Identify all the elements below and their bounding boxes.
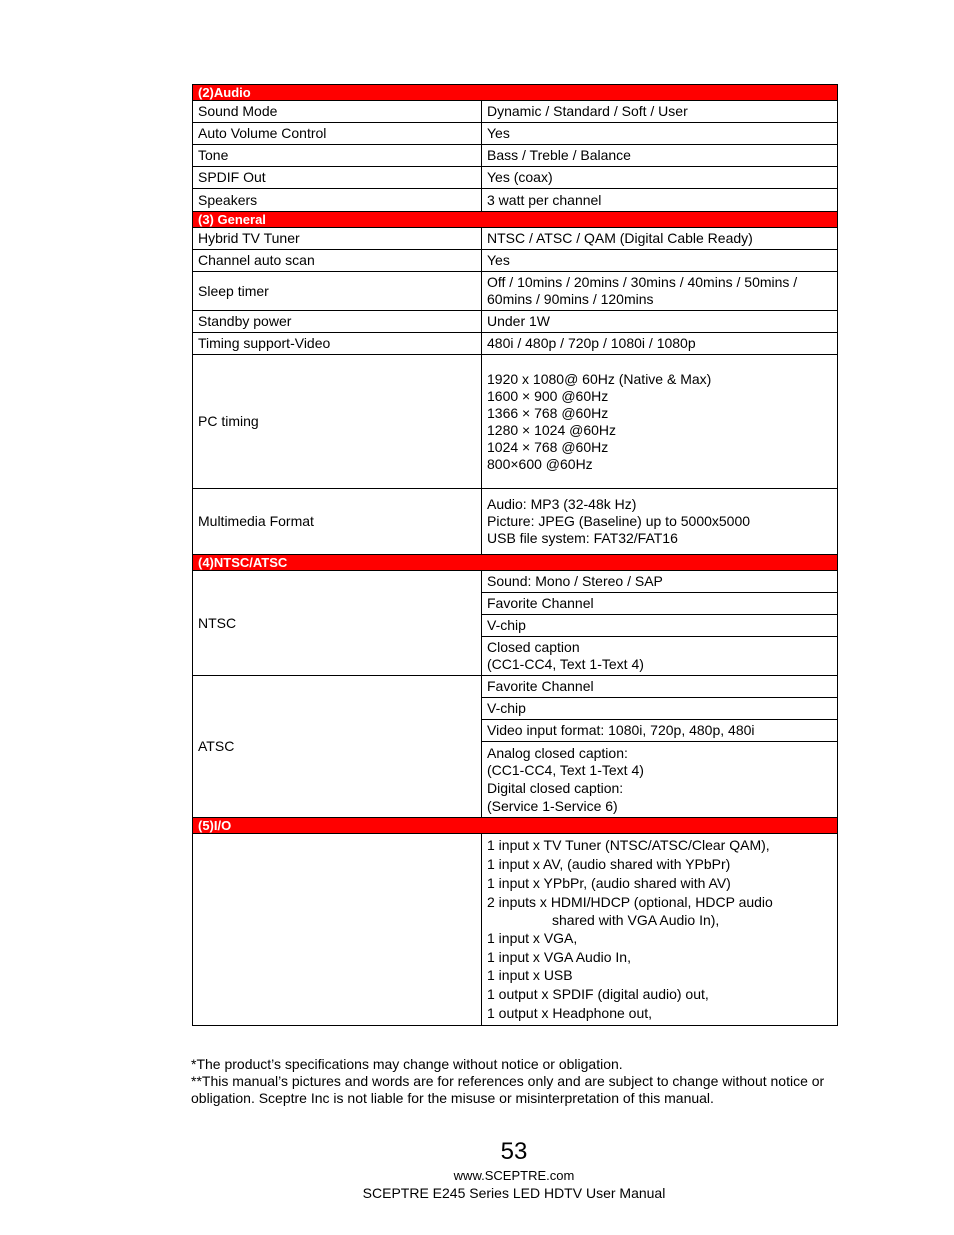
value-line: 1 input x YPbPr, (audio shared with AV): [487, 874, 731, 891]
spec-value: Bass / Treble / Balance: [482, 145, 838, 167]
table-row: [193, 489, 838, 555]
spec-label-ntsc: NTSC: [193, 571, 482, 676]
value-line: 1 output x SPDIF (digital audio) out,: [487, 986, 709, 1003]
value-line: Closed caption: [487, 639, 580, 655]
table-row: [193, 167, 838, 189]
disclaimer-notes: [191, 1056, 841, 1107]
spec-label: Auto Volume Control: [193, 123, 482, 145]
spec-value: Yes (coax): [482, 167, 838, 189]
table-row: [193, 355, 838, 489]
table-row: [193, 676, 838, 698]
table-row: [193, 311, 838, 333]
value-line: 1 input x TV Tuner (NTSC/ATSC/Clear QAM),: [487, 837, 770, 853]
spec-label: Sleep timer: [193, 272, 482, 311]
spec-label: PC timing: [193, 355, 482, 489]
value-line: Audio: MP3 (32-48k Hz): [487, 496, 637, 512]
table-row: [193, 272, 838, 311]
value-line: shared with VGA Audio In),: [552, 911, 720, 928]
spec-label: Timing support-Video: [193, 333, 482, 355]
table-row: [193, 834, 838, 1026]
footer-url: www.SCEPTRE.com: [453, 1168, 575, 1183]
spec-label: SPDIF Out: [193, 167, 482, 189]
value-line: 60mins / 90mins / 120mins: [487, 291, 654, 307]
spec-value: V-chip: [482, 615, 838, 637]
spec-label-atsc: ATSC: [193, 676, 482, 818]
value-line: 1 input x USB: [487, 967, 573, 984]
spec-value: V-chip: [482, 698, 838, 720]
disclaimer-note: *The product’s specifications may change without notice or obligation.: [191, 1056, 623, 1072]
section-header-io: (5)I/O: [193, 818, 838, 834]
value-line: 1600 × 900 @60Hz: [487, 387, 609, 404]
value-line: USB file system: FAT32/FAT16: [487, 530, 678, 546]
spec-value: Under 1W: [482, 311, 838, 333]
spec-value: [482, 272, 838, 311]
value-line: 1024 × 768 @60Hz: [487, 438, 609, 455]
footer-title: SCEPTRE E245 Series LED HDTV User Manual: [362, 1185, 666, 1201]
spec-value: [482, 742, 838, 818]
table-row: [193, 123, 838, 145]
disclaimer-note: **This manual’s pictures and words are for references only and are subject to change without notice or obligation. Sceptre Inc is not liable for the misuse or misinterpretation of this manual.: [191, 1073, 825, 1106]
spec-value: Yes: [482, 250, 838, 272]
spec-value: [482, 637, 838, 676]
value-line: 1 input x AV, (audio shared with YPbPr): [487, 855, 731, 872]
spec-value: Video input format: 1080i, 720p, 480p, 480i: [482, 720, 838, 742]
spec-value: Yes: [482, 123, 838, 145]
spec-value: Favorite Channel: [482, 676, 838, 698]
spec-value: [482, 489, 838, 555]
spec-value: [482, 834, 838, 1026]
section-header-ntsc-atsc: (4)NTSC/ATSC: [193, 555, 838, 571]
table-row: [193, 228, 838, 250]
spec-label-empty: [193, 834, 482, 1026]
section-header-general: (3) General: [193, 212, 838, 228]
spec-value: NTSC / ATSC / QAM (Digital Cable Ready): [482, 228, 838, 250]
spec-value: 480i / 480p / 720p / 1080i / 1080p: [482, 333, 838, 355]
value-line: Digital closed caption:: [487, 779, 624, 796]
table-row: [193, 101, 838, 123]
value-line: Off / 10mins / 20mins / 30mins / 40mins / 50mins /: [487, 274, 798, 290]
value-line: Analog closed caption:: [487, 744, 628, 761]
value-line: 1 input x VGA Audio In,: [487, 948, 631, 965]
section-header-audio: (2)Audio: [193, 85, 838, 101]
spec-value: 3 watt per channel: [482, 189, 838, 212]
value-line: 800×600 @60Hz: [487, 455, 593, 472]
value-line: Picture: JPEG (Baseline) up to 5000x5000: [487, 513, 751, 529]
spec-value: Favorite Channel: [482, 593, 838, 615]
value-line: 1280 × 1024 @60Hz: [487, 421, 617, 438]
spec-label: Multimedia Format: [193, 489, 482, 555]
value-line: 1366 × 768 @60Hz: [487, 404, 609, 421]
spec-label: Channel auto scan: [193, 250, 482, 272]
spec-value: Sound: Mono / Stereo / SAP: [482, 571, 838, 593]
page-number: 53: [500, 1138, 528, 1165]
spec-label: Standby power: [193, 311, 482, 333]
value-line: 1 input x VGA,: [487, 929, 578, 946]
value-line: (CC1-CC4, Text 1-Text 4): [487, 761, 644, 778]
spec-label: Speakers: [193, 189, 482, 212]
value-line: 1 output x Headphone out,: [487, 1005, 653, 1022]
table-row: [193, 333, 838, 355]
spec-label: Sound Mode: [193, 101, 482, 123]
spec-table: [192, 84, 838, 1026]
table-row: [193, 250, 838, 272]
value-line: (Service 1-Service 6): [487, 797, 618, 814]
value-line: 1920 x 1080@ 60Hz (Native & Max): [487, 370, 712, 387]
value-line: 2 inputs x HDMI/HDCP (optional, HDCP audio: [487, 893, 773, 910]
spec-label: Hybrid TV Tuner: [193, 228, 482, 250]
spec-value: [482, 355, 838, 489]
table-row: [193, 145, 838, 167]
spec-value: Dynamic / Standard / Soft / User: [482, 101, 838, 123]
table-row: [193, 189, 838, 212]
spec-label: Tone: [193, 145, 482, 167]
value-line: (CC1-CC4, Text 1-Text 4): [487, 656, 644, 672]
table-row: [193, 571, 838, 593]
